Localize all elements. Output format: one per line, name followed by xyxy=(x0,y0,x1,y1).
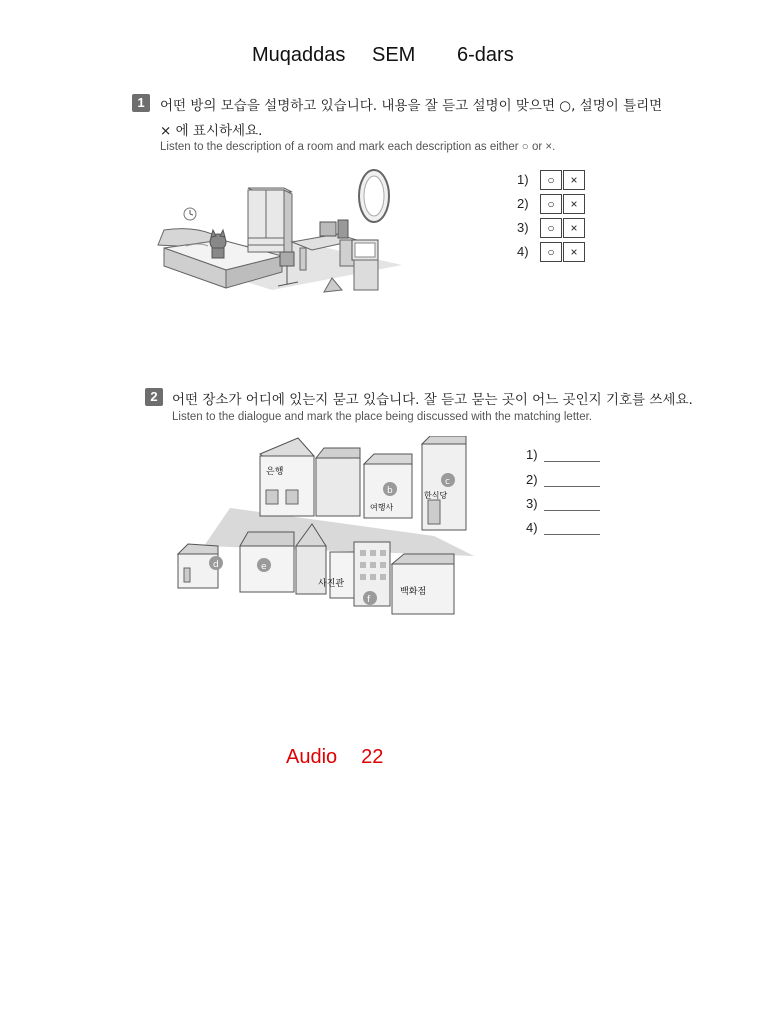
building-f xyxy=(354,542,390,606)
exercise-1-instruction-en: Listen to the description of a room and mark each description as either ○ or ×. xyxy=(160,141,556,153)
building-department-store xyxy=(392,554,454,614)
answer-2-o-box[interactable]: ○ xyxy=(540,194,562,214)
letter-d: d xyxy=(213,560,219,570)
blank-label-2: 2) xyxy=(526,472,538,487)
answer-4-x-box[interactable]: × xyxy=(563,242,585,262)
blank-label-3: 3) xyxy=(526,496,538,511)
exercise-2-instruction-ko: 어떤 장소가 어디에 있는지 묻고 있습니다. 잘 듣고 묻는 곳이 어느 곳인지 기호를 쓰세요. xyxy=(172,392,693,408)
answer-row-1 xyxy=(517,172,597,192)
letter-e: e xyxy=(261,562,267,572)
exercise-1-number: 1 xyxy=(132,94,150,112)
clock-icon xyxy=(184,208,196,220)
room-illustration xyxy=(152,160,404,310)
blank-row-1 xyxy=(526,447,606,467)
answer-label-2: 2) xyxy=(517,196,529,211)
answer-label-4: 4) xyxy=(517,244,529,259)
answer-4-o-box[interactable]: ○ xyxy=(540,242,562,262)
blank-label-4: 4) xyxy=(526,520,538,535)
answer-3-x-box[interactable]: × xyxy=(563,218,585,238)
blank-row-3 xyxy=(526,496,606,516)
sign-department-store: 백화점 xyxy=(400,587,427,597)
answer-1-x-box[interactable]: × xyxy=(563,170,585,190)
answer-1-o-box[interactable]: ○ xyxy=(540,170,562,190)
answer-label-3: 3) xyxy=(517,220,529,235)
answer-row-4 xyxy=(517,244,597,264)
blank-line-4[interactable] xyxy=(544,534,600,535)
mirror-drawing xyxy=(359,170,389,222)
blank-label-1: 1) xyxy=(526,447,538,462)
group-name: SEM xyxy=(372,44,416,66)
blank-line-1[interactable] xyxy=(544,461,600,462)
audio-number: 22 xyxy=(361,746,384,768)
audio-text: Audio xyxy=(286,746,338,768)
sign-photo-studio: 사진관 xyxy=(318,579,345,589)
exercise-1-instruction-ko-1: 어떤 방의 모습을 설명하고 있습니다. 내용을 잘 듣고 설명이 맞으면 ○, 설명이 틀리면 xyxy=(160,98,663,114)
blank-row-2 xyxy=(526,472,606,492)
building-e xyxy=(240,524,326,594)
bag-drawing xyxy=(324,278,342,292)
tv-drawing xyxy=(352,240,378,290)
town-illustration xyxy=(174,436,474,626)
sign-bank: 은행 xyxy=(266,467,284,477)
blank-row-4 xyxy=(526,520,606,540)
answer-2-x-box[interactable]: × xyxy=(563,194,585,214)
wardrobe-drawing xyxy=(248,188,292,254)
exercise-1-instruction-ko-2: × 에 표시하세요. xyxy=(160,123,263,139)
answer-3-o-box[interactable]: ○ xyxy=(540,218,562,238)
letter-c: c xyxy=(445,477,450,487)
audio-label xyxy=(286,746,407,769)
building-b xyxy=(316,448,412,518)
sign-restaurant: 한식당 xyxy=(424,491,448,500)
cat-drawing xyxy=(210,230,226,258)
letter-b: b xyxy=(387,486,393,496)
sign-travel-agency: 여행사 xyxy=(370,503,394,512)
blank-line-2[interactable] xyxy=(544,486,600,487)
letter-f: f xyxy=(367,595,371,605)
building-d xyxy=(178,544,223,588)
building-c xyxy=(422,436,466,530)
answer-row-2 xyxy=(517,196,597,216)
answer-label-1: 1) xyxy=(517,172,529,187)
exercise-2-number: 2 xyxy=(145,388,163,406)
exercise-2-instruction-en: Listen to the dialogue and mark the place being discussed with the matching letter. xyxy=(172,411,593,423)
answer-row-3 xyxy=(517,220,597,240)
page-header xyxy=(0,44,768,72)
blank-line-3[interactable] xyxy=(544,510,600,511)
student-name: Muqaddas xyxy=(252,44,346,66)
lesson-name: 6-dars xyxy=(457,44,514,66)
